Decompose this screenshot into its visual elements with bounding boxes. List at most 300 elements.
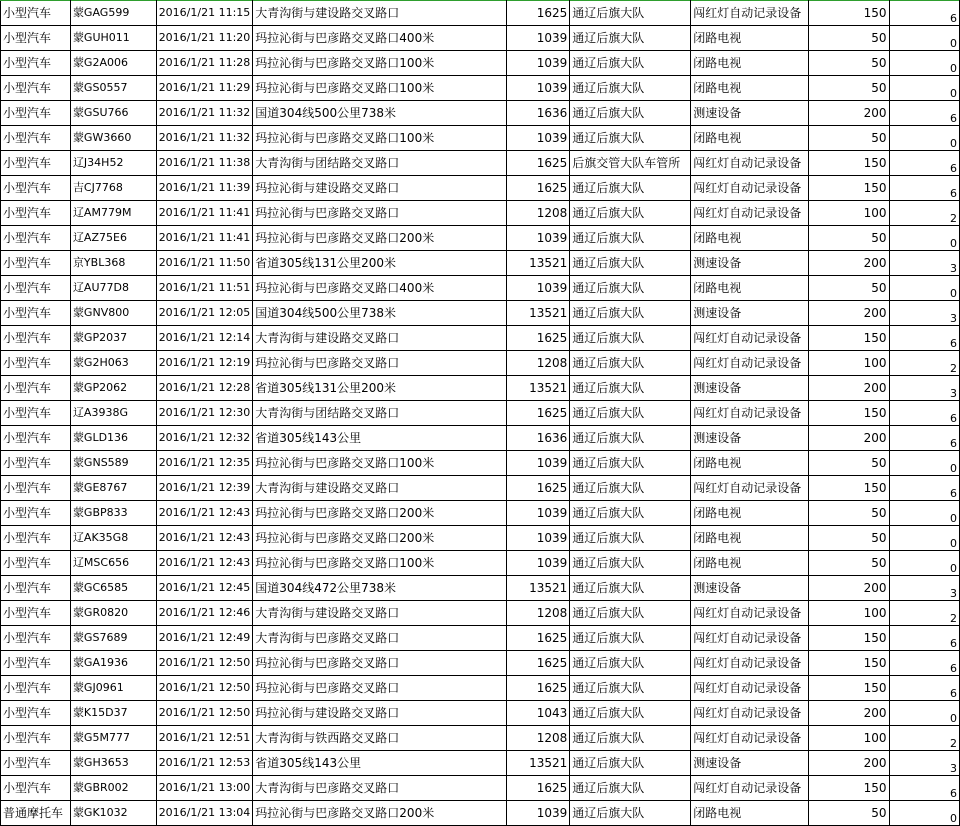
location-cell[interactable]: 国道304线500公里738米 (253, 301, 506, 326)
location-cell[interactable]: 国道304线500公里738米 (253, 101, 506, 126)
points-cell[interactable]: 6 (889, 151, 959, 176)
code-cell[interactable]: 1039 (506, 26, 570, 51)
device-cell[interactable]: 闯红灯自动记录设备 (691, 776, 809, 801)
vehicle-type-cell[interactable]: 小型汽车 (1, 251, 71, 276)
location-cell[interactable]: 玛拉沁街与巴彦路交叉路口 (253, 651, 506, 676)
location-cell[interactable]: 玛拉沁街与巴彦路交叉路口100米 (253, 451, 506, 476)
plate-number-cell[interactable]: 辽MSC656 (70, 551, 156, 576)
device-cell[interactable]: 闯红灯自动记录设备 (691, 601, 809, 626)
plate-number-cell[interactable]: 蒙GK1032 (70, 801, 156, 826)
location-cell[interactable]: 玛拉沁街与巴彦路交叉路口200米 (253, 801, 506, 826)
table-row[interactable] (1, 476, 960, 501)
datetime-cell[interactable]: 2016/1/21 11:28 (156, 51, 253, 76)
table-row[interactable] (1, 776, 960, 801)
device-cell[interactable]: 闭路电视 (691, 26, 809, 51)
table-row[interactable] (1, 1, 960, 26)
device-cell[interactable]: 闯红灯自动记录设备 (691, 701, 809, 726)
fine-cell[interactable]: 50 (809, 226, 889, 251)
table-row[interactable] (1, 376, 960, 401)
fine-cell[interactable]: 200 (809, 751, 889, 776)
department-cell[interactable]: 通辽后旗大队 (570, 451, 691, 476)
fine-cell[interactable]: 150 (809, 476, 889, 501)
table-row[interactable] (1, 726, 960, 751)
device-cell[interactable]: 闭路电视 (691, 801, 809, 826)
location-cell[interactable]: 玛拉沁街与巴彦路交叉路口400米 (253, 276, 506, 301)
code-cell[interactable]: 1039 (506, 526, 570, 551)
location-cell[interactable]: 玛拉沁街与巴彦路交叉路口100米 (253, 51, 506, 76)
datetime-cell[interactable]: 2016/1/21 11:51 (156, 276, 253, 301)
table-row[interactable] (1, 751, 960, 776)
plate-number-cell[interactable]: 蒙GBP833 (70, 501, 156, 526)
plate-number-cell[interactable]: 蒙G5M777 (70, 726, 156, 751)
points-cell[interactable]: 6 (889, 776, 959, 801)
location-cell[interactable]: 玛拉沁街与巴彦路交叉路口 (253, 351, 506, 376)
vehicle-type-cell[interactable]: 小型汽车 (1, 726, 71, 751)
location-cell[interactable]: 玛拉沁街与巴彦路交叉路口 (253, 676, 506, 701)
table-row[interactable] (1, 701, 960, 726)
device-cell[interactable]: 闯红灯自动记录设备 (691, 476, 809, 501)
device-cell[interactable]: 闭路电视 (691, 126, 809, 151)
plate-number-cell[interactable]: 蒙GNV800 (70, 301, 156, 326)
vehicle-type-cell[interactable]: 小型汽车 (1, 201, 71, 226)
vehicle-type-cell[interactable]: 小型汽车 (1, 76, 71, 101)
table-row[interactable] (1, 676, 960, 701)
plate-number-cell[interactable]: 蒙GC6585 (70, 576, 156, 601)
vehicle-type-cell[interactable]: 小型汽车 (1, 426, 71, 451)
fine-cell[interactable]: 200 (809, 101, 889, 126)
datetime-cell[interactable]: 2016/1/21 12:43 (156, 551, 253, 576)
location-cell[interactable]: 玛拉沁街与巴彦路交叉路口100米 (253, 551, 506, 576)
fine-cell[interactable]: 150 (809, 651, 889, 676)
location-cell[interactable]: 玛拉沁街与建设路交叉路口 (253, 176, 506, 201)
datetime-cell[interactable]: 2016/1/21 11:41 (156, 201, 253, 226)
fine-cell[interactable]: 100 (809, 201, 889, 226)
datetime-cell[interactable]: 2016/1/21 11:39 (156, 176, 253, 201)
points-cell[interactable]: 2 (889, 351, 959, 376)
table-row[interactable] (1, 551, 960, 576)
plate-number-cell[interactable]: 蒙GH3653 (70, 751, 156, 776)
device-cell[interactable]: 闭路电视 (691, 276, 809, 301)
points-cell[interactable]: 2 (889, 726, 959, 751)
points-cell[interactable]: 0 (889, 126, 959, 151)
table-row[interactable] (1, 401, 960, 426)
plate-number-cell[interactable]: 辽J34H52 (70, 151, 156, 176)
table-row[interactable] (1, 126, 960, 151)
department-cell[interactable]: 通辽后旗大队 (570, 226, 691, 251)
device-cell[interactable]: 闭路电视 (691, 76, 809, 101)
department-cell[interactable]: 通辽后旗大队 (570, 176, 691, 201)
department-cell[interactable]: 通辽后旗大队 (570, 251, 691, 276)
code-cell[interactable]: 1208 (506, 201, 570, 226)
points-cell[interactable]: 6 (889, 426, 959, 451)
department-cell[interactable]: 通辽后旗大队 (570, 501, 691, 526)
code-cell[interactable]: 1039 (506, 226, 570, 251)
plate-number-cell[interactable]: 辽AK35G8 (70, 526, 156, 551)
location-cell[interactable]: 玛拉沁街与巴彦路交叉路口200米 (253, 226, 506, 251)
device-cell[interactable]: 闯红灯自动记录设备 (691, 326, 809, 351)
fine-cell[interactable]: 200 (809, 701, 889, 726)
plate-number-cell[interactable]: 蒙GLD136 (70, 426, 156, 451)
plate-number-cell[interactable]: 蒙GR0820 (70, 601, 156, 626)
datetime-cell[interactable]: 2016/1/21 11:32 (156, 101, 253, 126)
vehicle-type-cell[interactable]: 小型汽车 (1, 226, 71, 251)
points-cell[interactable]: 2 (889, 201, 959, 226)
code-cell[interactable]: 1625 (506, 326, 570, 351)
points-cell[interactable]: 0 (889, 51, 959, 76)
department-cell[interactable]: 通辽后旗大队 (570, 626, 691, 651)
plate-number-cell[interactable]: 蒙GUH011 (70, 26, 156, 51)
code-cell[interactable]: 1625 (506, 401, 570, 426)
table-row[interactable] (1, 626, 960, 651)
plate-number-cell[interactable]: 辽A3938G (70, 401, 156, 426)
fine-cell[interactable]: 100 (809, 351, 889, 376)
datetime-cell[interactable]: 2016/1/21 11:38 (156, 151, 253, 176)
table-row[interactable] (1, 201, 960, 226)
datetime-cell[interactable]: 2016/1/21 12:53 (156, 751, 253, 776)
fine-cell[interactable]: 50 (809, 76, 889, 101)
location-cell[interactable]: 玛拉沁街与巴彦路交叉路口 (253, 201, 506, 226)
datetime-cell[interactable]: 2016/1/21 12:45 (156, 576, 253, 601)
fine-cell[interactable]: 50 (809, 451, 889, 476)
points-cell[interactable]: 6 (889, 476, 959, 501)
device-cell[interactable]: 测速设备 (691, 426, 809, 451)
vehicle-type-cell[interactable]: 小型汽车 (1, 676, 71, 701)
code-cell[interactable]: 1636 (506, 101, 570, 126)
vehicle-type-cell[interactable]: 小型汽车 (1, 776, 71, 801)
fine-cell[interactable]: 50 (809, 551, 889, 576)
points-cell[interactable]: 0 (889, 551, 959, 576)
plate-number-cell[interactable]: 蒙K15D37 (70, 701, 156, 726)
location-cell[interactable]: 大青沟街与建设路交叉路口 (253, 1, 506, 26)
points-cell[interactable]: 0 (889, 801, 959, 826)
code-cell[interactable]: 1039 (506, 76, 570, 101)
department-cell[interactable]: 通辽后旗大队 (570, 76, 691, 101)
datetime-cell[interactable]: 2016/1/21 12:50 (156, 701, 253, 726)
vehicle-type-cell[interactable]: 小型汽车 (1, 751, 71, 776)
department-cell[interactable]: 通辽后旗大队 (570, 401, 691, 426)
fine-cell[interactable]: 200 (809, 376, 889, 401)
code-cell[interactable]: 13521 (506, 251, 570, 276)
vehicle-type-cell[interactable]: 小型汽车 (1, 51, 71, 76)
location-cell[interactable]: 省道305线131公里200米 (253, 251, 506, 276)
vehicle-type-cell[interactable]: 小型汽车 (1, 276, 71, 301)
device-cell[interactable]: 闯红灯自动记录设备 (691, 201, 809, 226)
vehicle-type-cell[interactable]: 小型汽车 (1, 176, 71, 201)
department-cell[interactable]: 通辽后旗大队 (570, 101, 691, 126)
datetime-cell[interactable]: 2016/1/21 11:32 (156, 126, 253, 151)
device-cell[interactable]: 闯红灯自动记录设备 (691, 651, 809, 676)
fine-cell[interactable]: 150 (809, 626, 889, 651)
device-cell[interactable]: 测速设备 (691, 251, 809, 276)
location-cell[interactable]: 玛拉沁街与巴彦路交叉路口200米 (253, 501, 506, 526)
department-cell[interactable]: 通辽后旗大队 (570, 651, 691, 676)
datetime-cell[interactable]: 2016/1/21 11:29 (156, 76, 253, 101)
department-cell[interactable]: 通辽后旗大队 (570, 326, 691, 351)
department-cell[interactable]: 后旗交管大队车管所 (570, 151, 691, 176)
location-cell[interactable]: 大青沟街与建设路交叉路口 (253, 601, 506, 626)
points-cell[interactable]: 6 (889, 626, 959, 651)
table-row[interactable] (1, 426, 960, 451)
location-cell[interactable]: 玛拉沁街与巴彦路交叉路口400米 (253, 26, 506, 51)
location-cell[interactable]: 大青沟街与建设路交叉路口 (253, 326, 506, 351)
points-cell[interactable]: 6 (889, 176, 959, 201)
table-row[interactable] (1, 101, 960, 126)
vehicle-type-cell[interactable]: 小型汽车 (1, 501, 71, 526)
plate-number-cell[interactable]: 蒙GS7689 (70, 626, 156, 651)
plate-number-cell[interactable]: 蒙GP2037 (70, 326, 156, 351)
datetime-cell[interactable]: 2016/1/21 11:15 (156, 1, 253, 26)
department-cell[interactable]: 通辽后旗大队 (570, 26, 691, 51)
datetime-cell[interactable]: 2016/1/21 12:43 (156, 501, 253, 526)
department-cell[interactable]: 通辽后旗大队 (570, 351, 691, 376)
table-row[interactable] (1, 601, 960, 626)
vehicle-type-cell[interactable]: 小型汽车 (1, 476, 71, 501)
datetime-cell[interactable]: 2016/1/21 12:51 (156, 726, 253, 751)
department-cell[interactable]: 通辽后旗大队 (570, 51, 691, 76)
points-cell[interactable]: 6 (889, 401, 959, 426)
plate-number-cell[interactable]: 蒙G2A006 (70, 51, 156, 76)
points-cell[interactable]: 0 (889, 26, 959, 51)
department-cell[interactable]: 通辽后旗大队 (570, 1, 691, 26)
location-cell[interactable]: 大青沟街与巴彦路交叉路口 (253, 776, 506, 801)
plate-number-cell[interactable]: 辽AZ75E6 (70, 226, 156, 251)
plate-number-cell[interactable]: 蒙GSU766 (70, 101, 156, 126)
plate-number-cell[interactable]: 蒙GP2062 (70, 376, 156, 401)
department-cell[interactable]: 通辽后旗大队 (570, 551, 691, 576)
plate-number-cell[interactable]: 京YBL368 (70, 251, 156, 276)
datetime-cell[interactable]: 2016/1/21 12:05 (156, 301, 253, 326)
table-row[interactable] (1, 76, 960, 101)
code-cell[interactable]: 1625 (506, 151, 570, 176)
points-cell[interactable]: 0 (889, 226, 959, 251)
code-cell[interactable]: 1208 (506, 601, 570, 626)
location-cell[interactable]: 大青沟街与巴彦路交叉路口 (253, 626, 506, 651)
department-cell[interactable]: 通辽后旗大队 (570, 801, 691, 826)
location-cell[interactable]: 大青沟街与铁西路交叉路口 (253, 726, 506, 751)
vehicle-type-cell[interactable]: 小型汽车 (1, 601, 71, 626)
department-cell[interactable]: 通辽后旗大队 (570, 601, 691, 626)
device-cell[interactable]: 闯红灯自动记录设备 (691, 176, 809, 201)
plate-number-cell[interactable]: 吉CJ7768 (70, 176, 156, 201)
device-cell[interactable]: 闭路电视 (691, 51, 809, 76)
datetime-cell[interactable]: 2016/1/21 12:50 (156, 651, 253, 676)
location-cell[interactable]: 玛拉沁街与巴彦路交叉路口100米 (253, 76, 506, 101)
table-row[interactable] (1, 501, 960, 526)
fine-cell[interactable]: 150 (809, 151, 889, 176)
location-cell[interactable]: 大青沟街与团结路交叉路口 (253, 151, 506, 176)
device-cell[interactable]: 闭路电视 (691, 526, 809, 551)
fine-cell[interactable]: 150 (809, 176, 889, 201)
vehicle-type-cell[interactable]: 小型汽车 (1, 701, 71, 726)
vehicle-type-cell[interactable]: 小型汽车 (1, 526, 71, 551)
department-cell[interactable]: 通辽后旗大队 (570, 426, 691, 451)
table-row[interactable] (1, 26, 960, 51)
vehicle-type-cell[interactable]: 小型汽车 (1, 551, 71, 576)
points-cell[interactable]: 0 (889, 526, 959, 551)
fine-cell[interactable]: 100 (809, 726, 889, 751)
vehicle-type-cell[interactable]: 小型汽车 (1, 151, 71, 176)
vehicle-type-cell[interactable]: 小型汽车 (1, 376, 71, 401)
fine-cell[interactable]: 150 (809, 776, 889, 801)
location-cell[interactable]: 省道305线143公里 (253, 426, 506, 451)
vehicle-type-cell[interactable]: 小型汽车 (1, 576, 71, 601)
points-cell[interactable]: 6 (889, 651, 959, 676)
fine-cell[interactable]: 200 (809, 426, 889, 451)
code-cell[interactable]: 13521 (506, 576, 570, 601)
location-cell[interactable]: 省道305线143公里 (253, 751, 506, 776)
fine-cell[interactable]: 50 (809, 51, 889, 76)
device-cell[interactable]: 闯红灯自动记录设备 (691, 351, 809, 376)
points-cell[interactable]: 0 (889, 501, 959, 526)
datetime-cell[interactable]: 2016/1/21 12:28 (156, 376, 253, 401)
fine-cell[interactable]: 150 (809, 676, 889, 701)
code-cell[interactable]: 1039 (506, 126, 570, 151)
code-cell[interactable]: 1625 (506, 651, 570, 676)
datetime-cell[interactable]: 2016/1/21 12:32 (156, 426, 253, 451)
datetime-cell[interactable]: 2016/1/21 11:20 (156, 26, 253, 51)
device-cell[interactable]: 闯红灯自动记录设备 (691, 726, 809, 751)
plate-number-cell[interactable]: 蒙GJ0961 (70, 676, 156, 701)
vehicle-type-cell[interactable]: 小型汽车 (1, 651, 71, 676)
table-row[interactable] (1, 526, 960, 551)
location-cell[interactable]: 省道305线131公里200米 (253, 376, 506, 401)
points-cell[interactable]: 3 (889, 301, 959, 326)
plate-number-cell[interactable]: 蒙GS0557 (70, 76, 156, 101)
department-cell[interactable]: 通辽后旗大队 (570, 701, 691, 726)
device-cell[interactable]: 闯红灯自动记录设备 (691, 1, 809, 26)
fine-cell[interactable]: 150 (809, 1, 889, 26)
fine-cell[interactable]: 50 (809, 526, 889, 551)
code-cell[interactable]: 1625 (506, 776, 570, 801)
code-cell[interactable]: 1039 (506, 551, 570, 576)
code-cell[interactable]: 1039 (506, 51, 570, 76)
code-cell[interactable]: 1039 (506, 276, 570, 301)
device-cell[interactable]: 测速设备 (691, 301, 809, 326)
location-cell[interactable]: 玛拉沁街与巴彦路交叉路口200米 (253, 526, 506, 551)
device-cell[interactable]: 测速设备 (691, 376, 809, 401)
vehicle-type-cell[interactable]: 小型汽车 (1, 126, 71, 151)
points-cell[interactable]: 3 (889, 251, 959, 276)
device-cell[interactable]: 闭路电视 (691, 451, 809, 476)
plate-number-cell[interactable]: 蒙GNS589 (70, 451, 156, 476)
code-cell[interactable]: 13521 (506, 751, 570, 776)
plate-number-cell[interactable]: 蒙G2H063 (70, 351, 156, 376)
datetime-cell[interactable]: 2016/1/21 13:04 (156, 801, 253, 826)
datetime-cell[interactable]: 2016/1/21 12:19 (156, 351, 253, 376)
device-cell[interactable]: 测速设备 (691, 576, 809, 601)
department-cell[interactable]: 通辽后旗大队 (570, 726, 691, 751)
points-cell[interactable]: 3 (889, 576, 959, 601)
table-row[interactable] (1, 176, 960, 201)
vehicle-type-cell[interactable]: 小型汽车 (1, 626, 71, 651)
code-cell[interactable]: 13521 (506, 301, 570, 326)
device-cell[interactable]: 闯红灯自动记录设备 (691, 676, 809, 701)
datetime-cell[interactable]: 2016/1/21 12:43 (156, 526, 253, 551)
vehicle-type-cell[interactable]: 小型汽车 (1, 326, 71, 351)
plate-number-cell[interactable]: 辽AM779M (70, 201, 156, 226)
code-cell[interactable]: 1208 (506, 351, 570, 376)
table-row[interactable] (1, 251, 960, 276)
datetime-cell[interactable]: 2016/1/21 12:35 (156, 451, 253, 476)
table-row[interactable] (1, 151, 960, 176)
table-row[interactable] (1, 651, 960, 676)
location-cell[interactable]: 大青沟街与团结路交叉路口 (253, 401, 506, 426)
code-cell[interactable]: 1625 (506, 176, 570, 201)
points-cell[interactable]: 0 (889, 276, 959, 301)
datetime-cell[interactable]: 2016/1/21 13:00 (156, 776, 253, 801)
datetime-cell[interactable]: 2016/1/21 12:46 (156, 601, 253, 626)
datetime-cell[interactable]: 2016/1/21 12:50 (156, 676, 253, 701)
location-cell[interactable]: 国道304线472公里738米 (253, 576, 506, 601)
department-cell[interactable]: 通辽后旗大队 (570, 776, 691, 801)
points-cell[interactable]: 2 (889, 601, 959, 626)
device-cell[interactable]: 闯红灯自动记录设备 (691, 626, 809, 651)
table-row[interactable] (1, 801, 960, 826)
code-cell[interactable]: 1039 (506, 801, 570, 826)
vehicle-type-cell[interactable]: 小型汽车 (1, 301, 71, 326)
code-cell[interactable]: 1625 (506, 1, 570, 26)
device-cell[interactable]: 闭路电视 (691, 226, 809, 251)
plate-number-cell[interactable]: 蒙GW3660 (70, 126, 156, 151)
fine-cell[interactable]: 50 (809, 801, 889, 826)
plate-number-cell[interactable]: 蒙GBR002 (70, 776, 156, 801)
datetime-cell[interactable]: 2016/1/21 12:30 (156, 401, 253, 426)
points-cell[interactable]: 6 (889, 326, 959, 351)
fine-cell[interactable]: 200 (809, 251, 889, 276)
vehicle-type-cell[interactable]: 小型汽车 (1, 451, 71, 476)
location-cell[interactable]: 玛拉沁街与巴彦路交叉路口100米 (253, 126, 506, 151)
fine-cell[interactable]: 50 (809, 276, 889, 301)
datetime-cell[interactable]: 2016/1/21 12:49 (156, 626, 253, 651)
code-cell[interactable]: 1625 (506, 676, 570, 701)
department-cell[interactable]: 通辽后旗大队 (570, 126, 691, 151)
department-cell[interactable]: 通辽后旗大队 (570, 576, 691, 601)
fine-cell[interactable]: 150 (809, 326, 889, 351)
department-cell[interactable]: 通辽后旗大队 (570, 376, 691, 401)
points-cell[interactable]: 6 (889, 101, 959, 126)
table-row[interactable] (1, 301, 960, 326)
code-cell[interactable]: 1625 (506, 476, 570, 501)
department-cell[interactable]: 通辽后旗大队 (570, 201, 691, 226)
fine-cell[interactable]: 200 (809, 576, 889, 601)
plate-number-cell[interactable]: 蒙GE8767 (70, 476, 156, 501)
device-cell[interactable]: 闯红灯自动记录设备 (691, 401, 809, 426)
location-cell[interactable]: 大青沟街与建设路交叉路口 (253, 476, 506, 501)
datetime-cell[interactable]: 2016/1/21 11:41 (156, 226, 253, 251)
department-cell[interactable]: 通辽后旗大队 (570, 301, 691, 326)
fine-cell[interactable]: 50 (809, 26, 889, 51)
table-row[interactable] (1, 276, 960, 301)
vehicle-type-cell[interactable]: 普通摩托车 (1, 801, 71, 826)
points-cell[interactable]: 0 (889, 451, 959, 476)
department-cell[interactable]: 通辽后旗大队 (570, 751, 691, 776)
location-cell[interactable]: 玛拉沁街与建设路交叉路口 (253, 701, 506, 726)
plate-number-cell[interactable]: 辽AU77D8 (70, 276, 156, 301)
fine-cell[interactable]: 150 (809, 401, 889, 426)
points-cell[interactable]: 3 (889, 376, 959, 401)
plate-number-cell[interactable]: 蒙GA1936 (70, 651, 156, 676)
vehicle-type-cell[interactable]: 小型汽车 (1, 101, 71, 126)
code-cell[interactable]: 1636 (506, 426, 570, 451)
vehicle-type-cell[interactable]: 小型汽车 (1, 401, 71, 426)
vehicle-type-cell[interactable]: 小型汽车 (1, 26, 71, 51)
table-row[interactable] (1, 576, 960, 601)
points-cell[interactable]: 0 (889, 76, 959, 101)
device-cell[interactable]: 闭路电视 (691, 551, 809, 576)
device-cell[interactable]: 闯红灯自动记录设备 (691, 151, 809, 176)
vehicle-type-cell[interactable]: 小型汽车 (1, 1, 71, 26)
fine-cell[interactable]: 100 (809, 601, 889, 626)
